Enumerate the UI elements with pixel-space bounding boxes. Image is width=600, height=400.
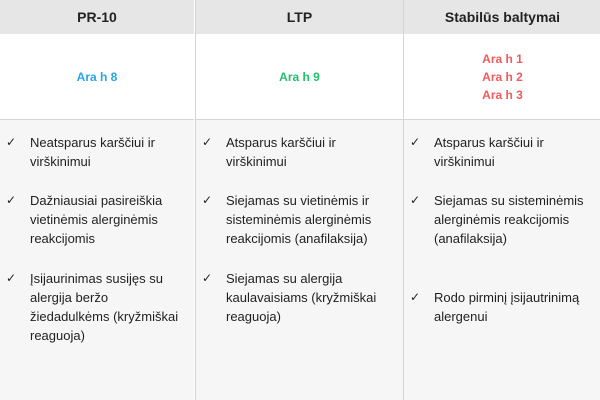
allergen-label: Ara h 9 — [279, 69, 320, 84]
list-item-text: Rodo pirminį įsijautrinimą alergenui — [434, 290, 580, 324]
allergen-label: Ara h 3 — [482, 87, 523, 102]
check-icon: ✓ — [410, 290, 421, 304]
column-stable-proteins — [403, 0, 600, 400]
allergen-components — [0, 34, 194, 119]
column-pr10 — [0, 0, 194, 400]
check-icon: ✓ — [202, 135, 213, 149]
check-icon: ✓ — [202, 271, 213, 285]
check-icon: ✓ — [202, 193, 213, 207]
check-icon: ✓ — [410, 135, 421, 149]
list-item-text: Atsparus karščiui ir virškinimui — [226, 135, 336, 169]
check-icon: ✓ — [410, 193, 421, 207]
properties-cell — [0, 120, 194, 400]
list-item-text: Dažniausiai pasireiškia vietinėmis alerginėmis reakcijomis — [30, 193, 163, 246]
allergen-components — [196, 34, 403, 119]
column-header: PR-10 — [0, 0, 194, 34]
allergen-label: Ara h 2 — [482, 69, 523, 84]
list-item-text: Neatsparus karščiui ir virškinimui — [30, 135, 155, 169]
allergen-label: Ara h 8 — [76, 69, 118, 84]
column-header: Stabilūs baltymai — [404, 0, 600, 34]
check-icon: ✓ — [6, 135, 17, 149]
check-icon: ✓ — [6, 271, 17, 285]
list-item-text: Siejamas su vietinėmis ir sisteminėmis alerginėmis reakcijomis (anafilaksija) — [226, 193, 372, 246]
properties-cell — [196, 120, 403, 400]
list-item-text: Atsparus karščiui ir virškinimui — [434, 135, 544, 169]
allergen-components — [404, 34, 600, 119]
properties-cell — [404, 120, 600, 400]
column-header: LTP — [196, 0, 403, 34]
allergen-label: Ara h 1 — [482, 51, 523, 66]
list-item-text: Siejamas su sisteminėmis alerginėmis reakcijomis (anafilaksija) — [434, 193, 584, 246]
list-item-text: Siejamas su alergija kaulavaisiams (kryžmiškai reaguoja) — [226, 271, 377, 324]
column-ltp — [195, 0, 403, 400]
check-icon: ✓ — [6, 193, 17, 207]
list-item-text: Įsijaurinimas susijęs su alergija beržo žiedadulkėms (kryžmiškai reaguoja) — [30, 271, 179, 343]
